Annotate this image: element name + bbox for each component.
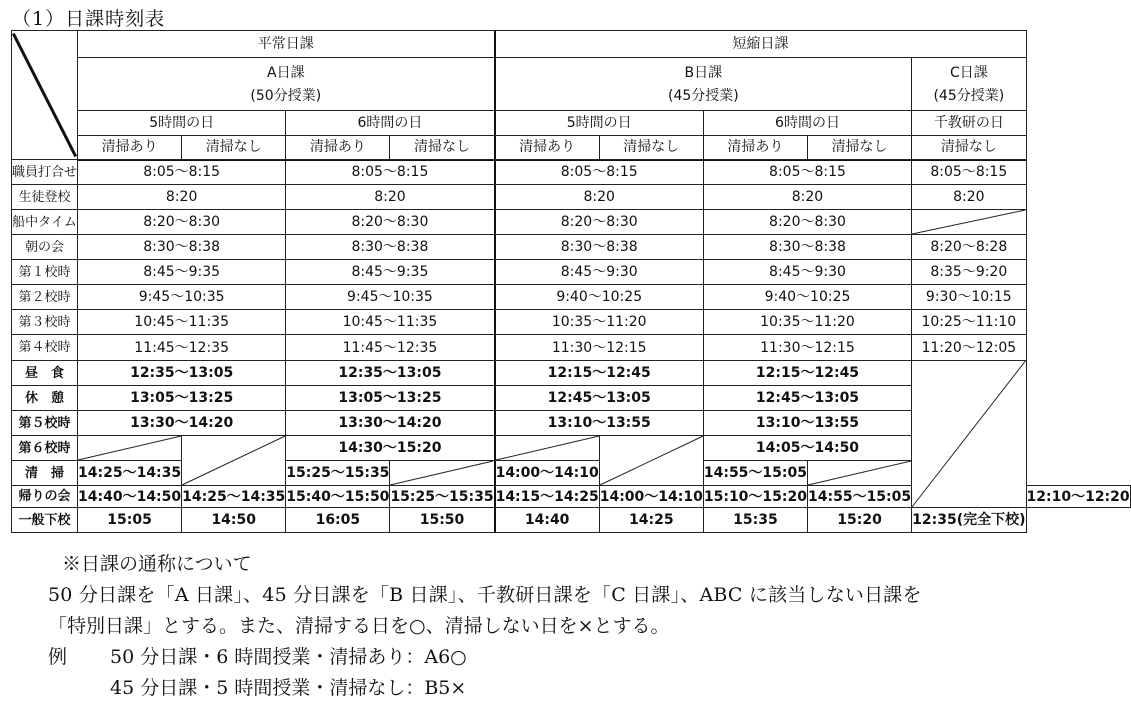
time-cell: 14:00〜14:10 [599, 486, 703, 508]
time-cell: 15:20 [808, 508, 912, 533]
header-c-schedule [912, 58, 1026, 111]
time-cell: 8:30〜8:38 [703, 235, 911, 260]
time-cell: 13:05〜13:25 [78, 386, 286, 411]
time-cell: 14:15〜14:25 [495, 486, 600, 508]
not-applicable-cell [182, 436, 286, 486]
time-cell: 14:40 [495, 508, 600, 533]
time-cell: 8:05〜8:15 [912, 160, 1026, 185]
example-line: 50 分日課・6 時間授業・清掃あり：A6○ [110, 646, 467, 668]
time-cell: 15:40〜15:50 [286, 486, 390, 508]
header-b-schedule [495, 58, 912, 111]
time-cell: 12:45〜13:05 [495, 386, 704, 411]
time-cell: 16:05 [286, 508, 390, 533]
not-applicable-cell [912, 361, 1026, 508]
time-cell: 14:25 [599, 508, 703, 533]
time-cell: 12:45〜13:05 [703, 386, 911, 411]
time-cell: 14:25〜14:35 [78, 461, 182, 486]
time-cell: 15:35 [703, 508, 807, 533]
row-label: 朝の会 [12, 235, 78, 260]
not-applicable-cell [390, 461, 495, 486]
notes-heading: ※日課の通称について [62, 553, 252, 575]
b-schedule-name: B日課 [684, 64, 723, 81]
time-cell: 8:20 [286, 185, 495, 210]
time-cell: 12:10〜12:20 [1026, 486, 1130, 508]
time-cell: 14:55〜15:05 [703, 461, 807, 486]
time-cell: 8:30〜8:38 [495, 235, 704, 260]
time-cell: 14:05〜14:50 [703, 436, 911, 461]
time-cell: 11:20〜12:05 [912, 335, 1026, 361]
time-cell: 8:05〜8:15 [495, 160, 704, 185]
time-cell: 9:45〜10:35 [286, 285, 495, 310]
time-cell: 8:35〜9:20 [912, 260, 1026, 285]
time-cell: 14:00〜14:10 [495, 461, 600, 486]
time-cell: 10:25〜11:10 [912, 310, 1026, 335]
row-label: 帰りの会 [12, 486, 78, 508]
a-schedule-name: A日課 [267, 64, 305, 81]
time-cell: 11:45〜12:35 [78, 335, 286, 361]
header-regular: 平常日課 [78, 31, 495, 58]
not-applicable-cell [912, 210, 1026, 235]
time-cell: 8:45〜9:35 [286, 260, 495, 285]
time-cell: 8:45〜9:30 [703, 260, 911, 285]
row-label: 清 掃 [12, 461, 78, 486]
time-cell: 12:35〜13:05 [78, 361, 286, 386]
time-cell: 15:05 [78, 508, 182, 533]
corner-cell [12, 31, 78, 160]
time-cell: 10:35〜11:20 [703, 310, 911, 335]
time-cell: 8:20〜8:30 [703, 210, 911, 235]
time-cell: 8:05〜8:15 [78, 160, 286, 185]
time-cell: 8:05〜8:15 [703, 160, 911, 185]
time-cell: 15:10〜15:20 [703, 486, 807, 508]
row-label: 一般下校 [12, 508, 78, 533]
header-clean-yes: 清掃あり [78, 136, 182, 160]
time-cell: 9:40〜10:25 [703, 285, 911, 310]
time-cell: 12:35〜13:05 [286, 361, 495, 386]
time-cell: 13:10〜13:55 [703, 411, 911, 436]
header-a-schedule [78, 58, 495, 111]
row-label: 第３校時 [12, 310, 78, 335]
time-cell: 8:20 [495, 185, 704, 210]
not-applicable-cell [495, 436, 600, 461]
header-b-six-hours: 6時間の日 [703, 111, 911, 136]
row-label: 船中タイム [12, 210, 78, 235]
time-cell: 11:30〜12:15 [495, 335, 704, 361]
page-title: （1）日課時刻表 [12, 8, 166, 30]
time-cell: 12:35(完全下校) [912, 508, 1026, 533]
header-clean-no: 清掃なし [599, 136, 703, 160]
time-cell: 15:25〜15:35 [390, 486, 495, 508]
time-cell: 8:05〜8:15 [286, 160, 495, 185]
time-cell: 10:45〜11:35 [78, 310, 286, 335]
not-applicable-cell [599, 436, 703, 486]
c-schedule-sub: (45分授業) [933, 87, 1005, 104]
time-cell: 8:20 [912, 185, 1026, 210]
time-cell: 13:30〜14:20 [286, 411, 495, 436]
time-cell: 15:50 [390, 508, 495, 533]
timetable [11, 30, 1131, 533]
time-cell: 8:30〜8:38 [286, 235, 495, 260]
time-cell: 11:45〜12:35 [286, 335, 495, 361]
time-cell: 9:30〜10:15 [912, 285, 1026, 310]
notes-line: 「特別日課」とする。また、清掃する日を○、清掃しない日を×とする。 [48, 615, 670, 637]
time-cell: 8:20〜8:28 [912, 235, 1026, 260]
time-cell: 9:40〜10:25 [495, 285, 704, 310]
time-cell: 10:45〜11:35 [286, 310, 495, 335]
header-clean-no: 清掃なし [912, 136, 1026, 160]
time-cell: 8:45〜9:30 [495, 260, 704, 285]
header-a-five-hours: 5時間の日 [78, 111, 286, 136]
time-cell: 13:05〜13:25 [286, 386, 495, 411]
time-cell: 14:30〜15:20 [286, 436, 495, 461]
time-cell: 9:45〜10:35 [78, 285, 286, 310]
row-label: 第１校時 [12, 260, 78, 285]
time-cell: 8:30〜8:38 [78, 235, 286, 260]
header-clean-yes: 清掃あり [286, 136, 390, 160]
c-schedule-name: C日課 [949, 64, 988, 81]
time-cell: 8:45〜9:35 [78, 260, 286, 285]
row-label: 休 憩 [12, 386, 78, 411]
header-clean-no: 清掃なし [182, 136, 286, 160]
notes-line: 50 分日課を「A 日課」、45 分日課を「B 日課」、千教研日課を「C 日課」、ABC に該当しない日課を [48, 584, 922, 606]
time-cell: 8:20 [703, 185, 911, 210]
time-cell: 12:15〜12:45 [703, 361, 911, 386]
time-cell: 13:10〜13:55 [495, 411, 704, 436]
a-schedule-sub: (50分授業) [250, 87, 322, 104]
time-cell: 14:40〜14:50 [78, 486, 182, 508]
example-line: 45 分日課・5 時間授業・清掃なし：B5× [110, 677, 467, 699]
header-a-six-hours: 6時間の日 [286, 111, 495, 136]
time-cell: 12:15〜12:45 [495, 361, 704, 386]
header-clean-no: 清掃なし [808, 136, 912, 160]
header-b-five-hours: 5時間の日 [495, 111, 704, 136]
time-cell: 15:25〜15:35 [286, 461, 390, 486]
header-clean-no: 清掃なし [390, 136, 495, 160]
example-label: 例 [48, 646, 68, 668]
time-cell: 14:50 [182, 508, 286, 533]
row-label: 昼 食 [12, 361, 78, 386]
b-schedule-sub: (45分授業) [667, 87, 739, 104]
time-cell: 10:35〜11:20 [495, 310, 704, 335]
time-cell: 13:30〜14:20 [78, 411, 286, 436]
row-label: 職員打合せ [12, 160, 78, 185]
time-cell: 11:30〜12:15 [703, 335, 911, 361]
time-cell: 14:55〜15:05 [808, 486, 912, 508]
time-cell: 8:20〜8:30 [286, 210, 495, 235]
time-cell: 8:20 [78, 185, 286, 210]
header-clean-yes: 清掃あり [703, 136, 807, 160]
header-clean-yes: 清掃あり [495, 136, 600, 160]
row-label: 第４校時 [12, 335, 78, 361]
not-applicable-cell [808, 461, 912, 486]
row-label: 生徒登校 [12, 185, 78, 210]
header-short: 短縮日課 [495, 31, 1026, 58]
row-label: 第２校時 [12, 285, 78, 310]
time-cell: 14:25〜14:35 [182, 486, 286, 508]
row-label: 第５校時 [12, 411, 78, 436]
header-c-kind: 千教研の日 [912, 111, 1026, 136]
time-cell: 8:20〜8:30 [495, 210, 704, 235]
not-applicable-cell [78, 436, 182, 461]
row-label: 第６校時 [12, 436, 78, 461]
time-cell: 8:20〜8:30 [78, 210, 286, 235]
